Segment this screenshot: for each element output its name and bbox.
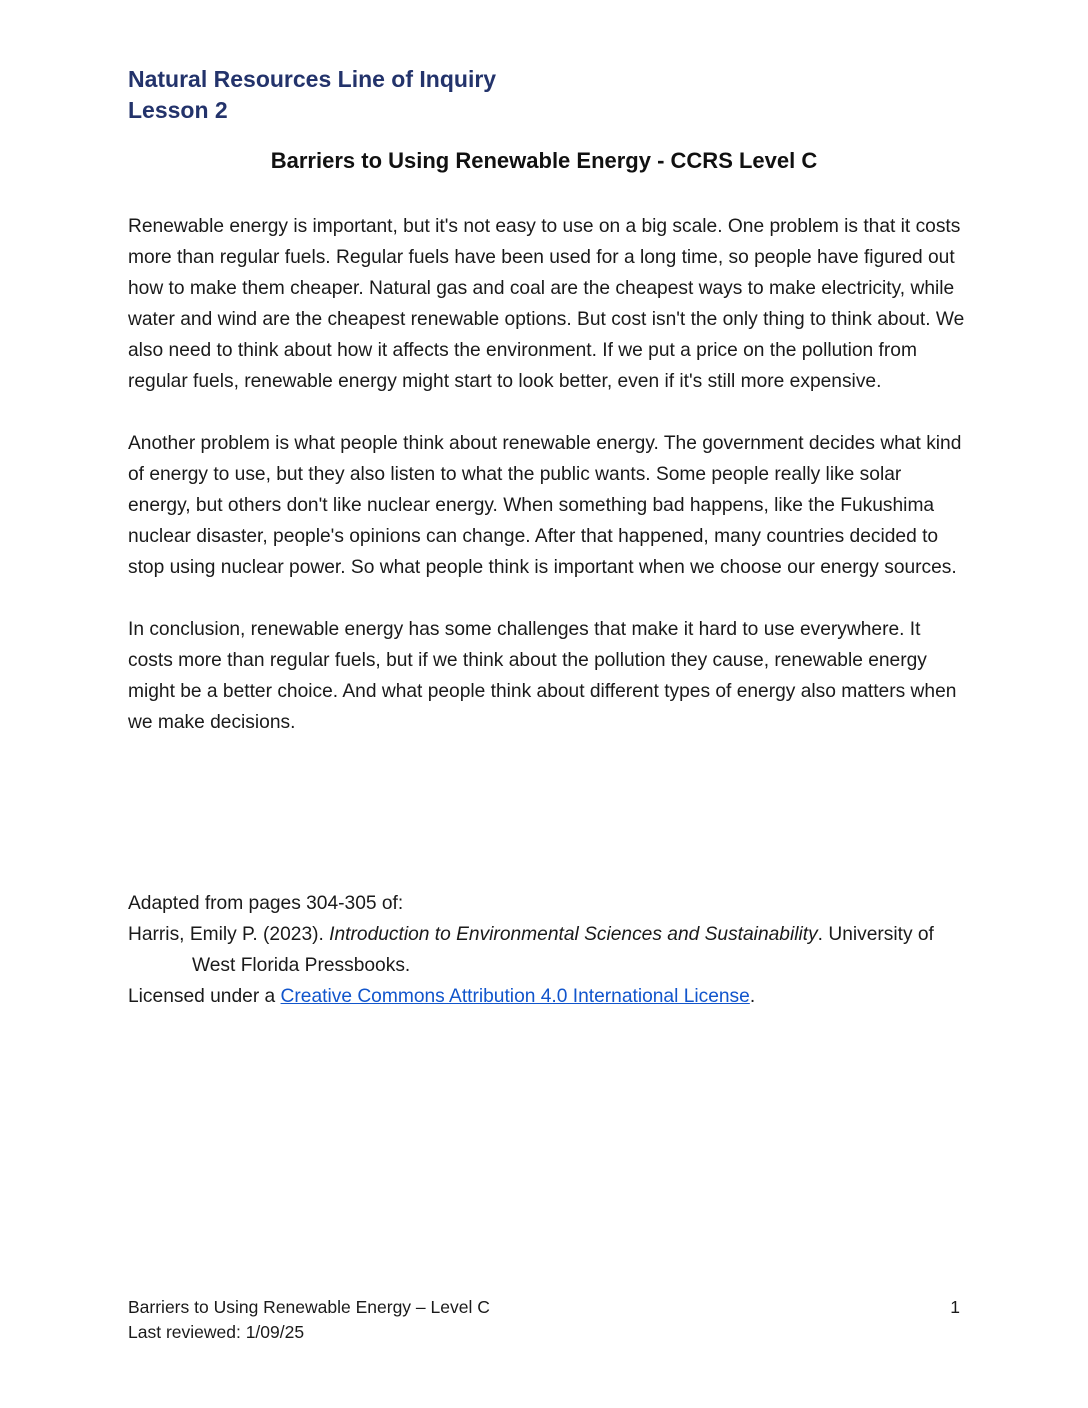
- line-of-inquiry-heading: Natural Resources Line of Inquiry: [128, 66, 497, 92]
- reference-publisher: . University of West Florida Pressbooks.: [192, 924, 934, 976]
- license-suffix: .: [749, 986, 756, 1007]
- citation-block: [128, 888, 968, 1012]
- lesson-header: [128, 64, 496, 126]
- paragraph-cost: Renewable energy is important, but it's not easy to use on a big scale. One problem is that it costs more than regular fuels. Regular fuels have been used for a long time, so people have figured out how to make them cheaper. Natural gas and coal are the cheapest ways to make electricity, while water and wind are the cheapest renewable options. But cost isn't the only thing to think about. We also need to think about how it affects the environment. If we put a price on the pollution from regular fuels, renewable energy might start to look better, even if it's still more expensive.: [128, 216, 965, 392]
- paragraph-conclusion: In conclusion, renewable energy has some challenges that make it hard to use everywhere. It costs more than regular fuels, but if we think about the pollution they cause, renewable energy might be a better choice. And what people think about different types of energy also matters when we make decisions.: [128, 619, 957, 733]
- reference-author-year: Harris, Emily P. (2023).: [128, 924, 330, 945]
- footer-document-title: Barriers to Using Renewable Energy – Level C: [128, 1297, 490, 1317]
- reference-book-title: Introduction to Environmental Sciences and Sustainability: [329, 924, 818, 945]
- paragraph-public-opinion: Another problem is what people think about renewable energy. The government decides what kind of energy to use, but they also listen to what the public wants. Some people really like solar energy, but others don't like nuclear energy. When something bad happens, like the Fukushima nuclear disaster, people's opinions can change. After that happened, many countries decided to stop using nuclear power. So what people think is important when we choose our energy sources.: [128, 433, 962, 578]
- license-line: [128, 981, 968, 1012]
- footer-last-reviewed: Last reviewed: 1/09/25: [128, 1322, 305, 1342]
- footer-page-number: 1: [950, 1297, 960, 1317]
- reference-entry: [128, 919, 968, 981]
- document-title: Barriers to Using Renewable Energy - CCRS Level C: [270, 148, 818, 173]
- license-link[interactable]: Creative Commons Attribution 4.0 International License: [280, 986, 750, 1007]
- license-prefix: Licensed under a: [128, 986, 281, 1007]
- lesson-number-heading: Lesson 2: [128, 97, 228, 123]
- adapted-from-line: Adapted from pages 304-305 of:: [128, 893, 404, 914]
- page-footer: [128, 1295, 960, 1345]
- body-text: [128, 211, 968, 769]
